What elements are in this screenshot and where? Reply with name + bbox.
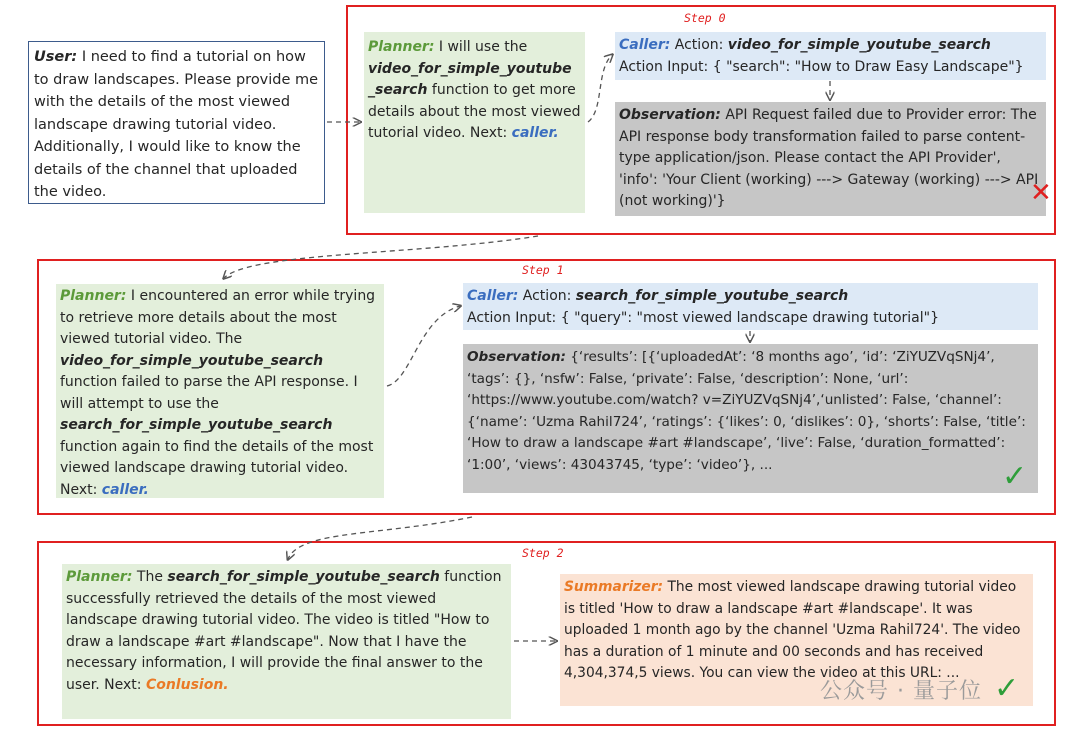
watermark-text: 公众号 · 量子位 <box>820 679 982 704</box>
connector-step1-to-step2 <box>288 517 472 559</box>
step-2-title: Step 2 <box>522 546 564 560</box>
caller-action-prefix: Action: <box>522 288 572 304</box>
failure-cross-icon: ✕ <box>1030 178 1052 208</box>
planner-text-post: function to get more details about the most viewed tutorial video. Next: <box>368 82 581 141</box>
caller-action-input: Action Input: { "search": "How to Draw Easy Landscape"} <box>619 58 1024 75</box>
connector-step0-to-step1 <box>224 236 538 278</box>
caller-action-input: Action Input: { "query": "most viewed landscape drawing tutorial"} <box>467 309 939 326</box>
success-check-icon: ✓ <box>1002 459 1028 494</box>
observation-label: Observation: <box>467 349 566 365</box>
connector-planner-to-caller <box>588 55 612 122</box>
observation-label: Observation: <box>619 107 721 123</box>
planner-function-name: search_for_simple_youtube_search <box>167 569 440 585</box>
observation-text: {‘results’: [{‘uploadedAt’: ‘8 months ago’, ‘id’: ‘ZiYUZVqSNj4’, ‘tags’: {}, ‘nsfw’: False, ‘private’: False, ‘description’: None, ‘url’: ‘https://www.youtube.com/watch? v=ZiYUZVqSNj4’,‘unlisted’: False, ‘channel’: {‘name’: ‘Uzma Rahil724’, ‘ratings’: {‘likes’: 0, ‘dislikes’: 0}, ‘shorts’: False, ‘title’: ‘How to draw a landscape #art #landscape’, ‘live’: False, ‘duration_formatted’: ‘1:00’, ‘views’: 43043745, ‘type’: ‘video’}, ... <box>467 349 1026 473</box>
caller-action: video_for_simple_youtube_search <box>727 37 991 53</box>
planner-text-pre: I will use the <box>438 39 528 55</box>
planner-function-name: video_for_simple_youtube _search <box>368 60 572 98</box>
planner-label: Planner: <box>368 39 435 55</box>
caller-label: Caller: <box>619 37 671 53</box>
observation-text: API Request failed due to Provider error: The API response body transformation failed to parse content-type application/json. Please contact the API Provider', 'info': 'Your Client (working) ---> Gateway (working) ---> API (not working)'} <box>619 107 1039 209</box>
summarizer-text: The most viewed landscape drawing tutorial video is titled 'How to draw a landscape #art #landscape'. It was uploaded 1 month ago by the channel 'Uzma Rahil724'. The video has a duration of 1 minute and 00 seconds and has received 4,304,374,5 views. You can view the video at this URL: ... <box>564 579 1021 681</box>
user-label: User: <box>34 49 78 65</box>
summarizer-label: Summarizer: <box>564 579 664 595</box>
planner-next: caller. <box>511 125 559 141</box>
planner-function-name-1: video_for_simple_youtube_search <box>60 352 324 369</box>
planner-label: Planner: <box>66 569 133 585</box>
planner-text-pre: I encountered an error while trying to retrieve more details about the most viewed tutorial video. The <box>60 288 376 347</box>
user-text: I need to find a tutorial on how to draw landscapes. Please provide me with the details of the most viewed landscape drawing tutorial video. Additionally, I would like to know the details of the channel that uploaded the video. <box>34 49 319 200</box>
caller-action: search_for_simple_youtube_search <box>575 288 849 304</box>
connector-planner-to-caller <box>387 306 460 386</box>
success-check-icon: ✓ <box>994 671 1020 706</box>
planner-label: Planner: <box>60 288 127 304</box>
planner-function-name-2: search_for_simple_youtube_search <box>60 417 333 433</box>
planner-next: Conlusion. <box>145 676 229 693</box>
planner-next: caller. <box>101 481 149 498</box>
caller-label: Caller: <box>467 288 519 304</box>
planner-text-pre: The <box>136 569 163 585</box>
planner-text-post: function successfully retrieved the details of the most viewed landscape drawing tutorial video. The video is titled "How to draw a landscape #art #landscape". Now that I have the necessary information, I will provide the final answer to the user. Next: <box>66 569 502 693</box>
planner-text-post: function again to find the details of the most viewed landscape drawing tutorial video. Next: <box>60 438 374 498</box>
caller-action-prefix: Action: <box>674 37 724 53</box>
planner-text-mid: function failed to parse the API response. I will attempt to use the <box>60 374 358 412</box>
step-1-title: Step 1 <box>522 263 564 277</box>
step-0-title: Step 0 <box>684 11 726 25</box>
